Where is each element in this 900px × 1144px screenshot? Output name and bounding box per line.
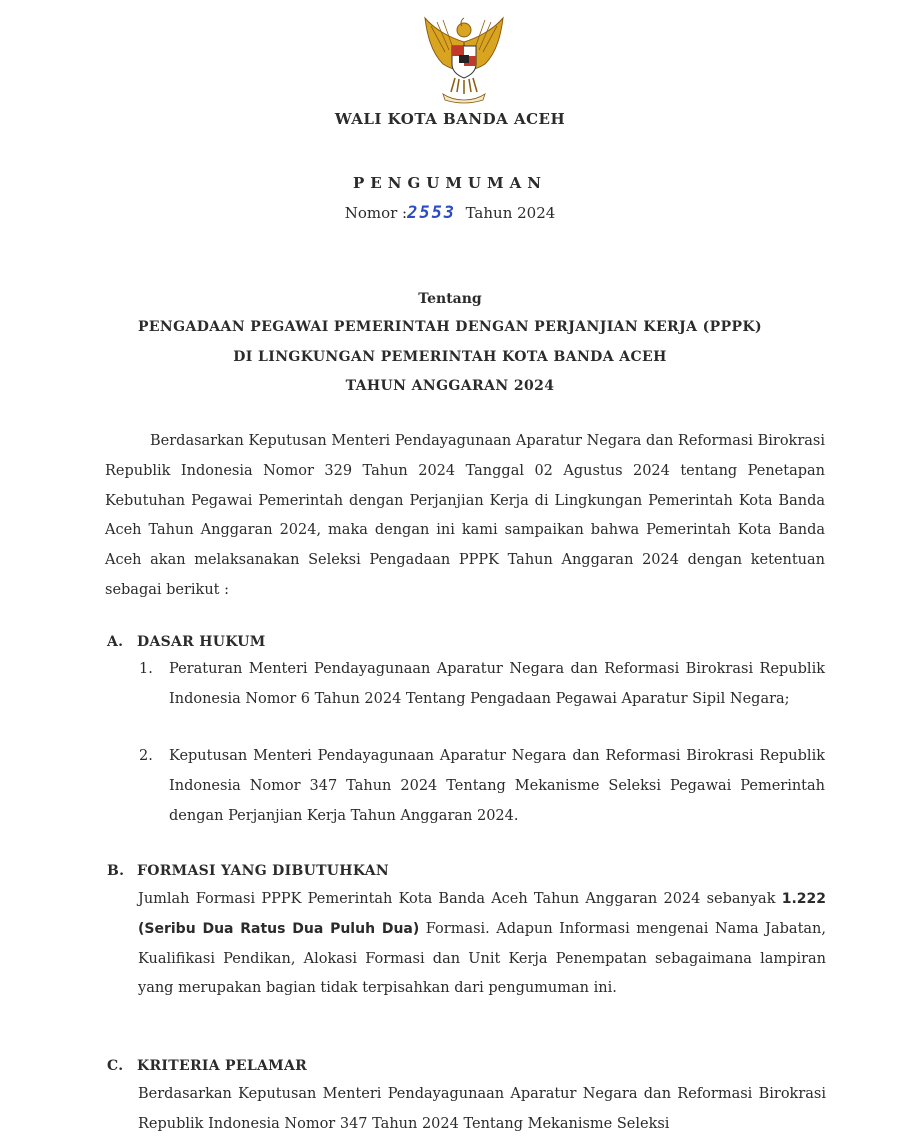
list-item-text: Keputusan Menteri Pendayagunaan Aparatur Negara dan Reformasi Birokrasi Republik Indonesia Nomor 347 Tahun 2024 Tentang Mekanisme Seleksi Pegawai Pemerintah dengan Perjanjian Kerja Tahun Anggaran 2024.	[169, 748, 825, 824]
section-a-letter: A.	[107, 634, 124, 650]
agency-name: WALI KOTA BANDA ACEH	[334, 110, 566, 128]
subject-line-2: DI LINGKUNGAN PEMERINTAH KOTA BANDA ACEH	[233, 349, 667, 365]
section-a-heading	[107, 634, 266, 650]
nomor-value: 2553	[407, 203, 457, 223]
section-b-letter: B.	[107, 863, 125, 879]
section-c-letter: C.	[107, 1058, 124, 1074]
garuda-emblem-icon	[421, 12, 507, 104]
subject-line-3: TAHUN ANGGARAN 2024	[345, 378, 555, 394]
section-c-title: KRITERIA PELAMAR	[137, 1058, 308, 1074]
intro-paragraph: Berdasarkan Keputusan Menteri Pendayagunaan Aparatur Negara dan Reformasi Birokrasi Republik Indonesia Nomor 329 Tahun 2024 Tanggal 02 Agustus 2024 tentang Penetapan Kebutuhan Pegawai Pemerintah dengan Perjanjian Kerja di Lingkungan Pemerintah Kota Banda Aceh Tahun Anggaran 2024, maka dengan ini kami sampaikan bahwa Pemerintah Kota Banda Aceh akan melaksanakan Seleksi Pengadaan PPPK Tahun Anggaran 2024 dengan ketentuan sebagai berikut :	[105, 433, 825, 598]
document-number	[0, 203, 900, 223]
section-a-title: DASAR HUKUM	[137, 634, 266, 650]
tahun-label: Tahun 2024	[465, 204, 556, 222]
section-b-text-before: Jumlah Formasi PPPK Pemerintah Kota Banda Aceh Tahun Anggaran 2024 sebanyak	[138, 891, 782, 907]
list-item-number: 1.	[139, 661, 153, 677]
list-item-text: Peraturan Menteri Pendayagunaan Aparatur Negara dan Reformasi Birokrasi Republik Indonesia Nomor 6 Tahun 2024 Tentang Pengadaan Pegawai Aparatur Sipil Negara;	[169, 661, 825, 707]
nomor-label: Nomor :	[344, 204, 408, 222]
section-b-body	[138, 885, 826, 1004]
list-item-number: 2.	[139, 748, 153, 764]
section-b-text-after: Formasi. Adapun Informasi mengenai Nama Jabatan, Kualifikasi Pendikan, Alokasi Formasi dan Unit Kerja Penempatan sebagaimana lampiran yang merupakan bagian tidak terpisahkan dari pengumuman ini.	[138, 920, 826, 997]
section-b-title: FORMASI YANG DIBUTUHKAN	[137, 863, 389, 879]
subject-tentang: Tentang	[418, 291, 482, 307]
section-c-heading	[107, 1058, 307, 1074]
document-title: PENGUMUMAN	[353, 174, 547, 192]
formation-count: 1.222 (Seribu Dua Ratus Dua Puluh Dua)	[138, 891, 826, 937]
section-c-body: Berdasarkan Keputusan Menteri Pendayagunaan Aparatur Negara dan Reformasi Birokrasi Republik Indonesia Nomor 347 Tahun 2024 Tentang Mekanisme Seleksi	[138, 1086, 826, 1132]
subject-line-1: PENGADAAN PEGAWAI PEMERINTAH DENGAN PERJANJIAN KERJA (PPPK)	[137, 319, 763, 335]
section-b-heading	[107, 863, 389, 879]
